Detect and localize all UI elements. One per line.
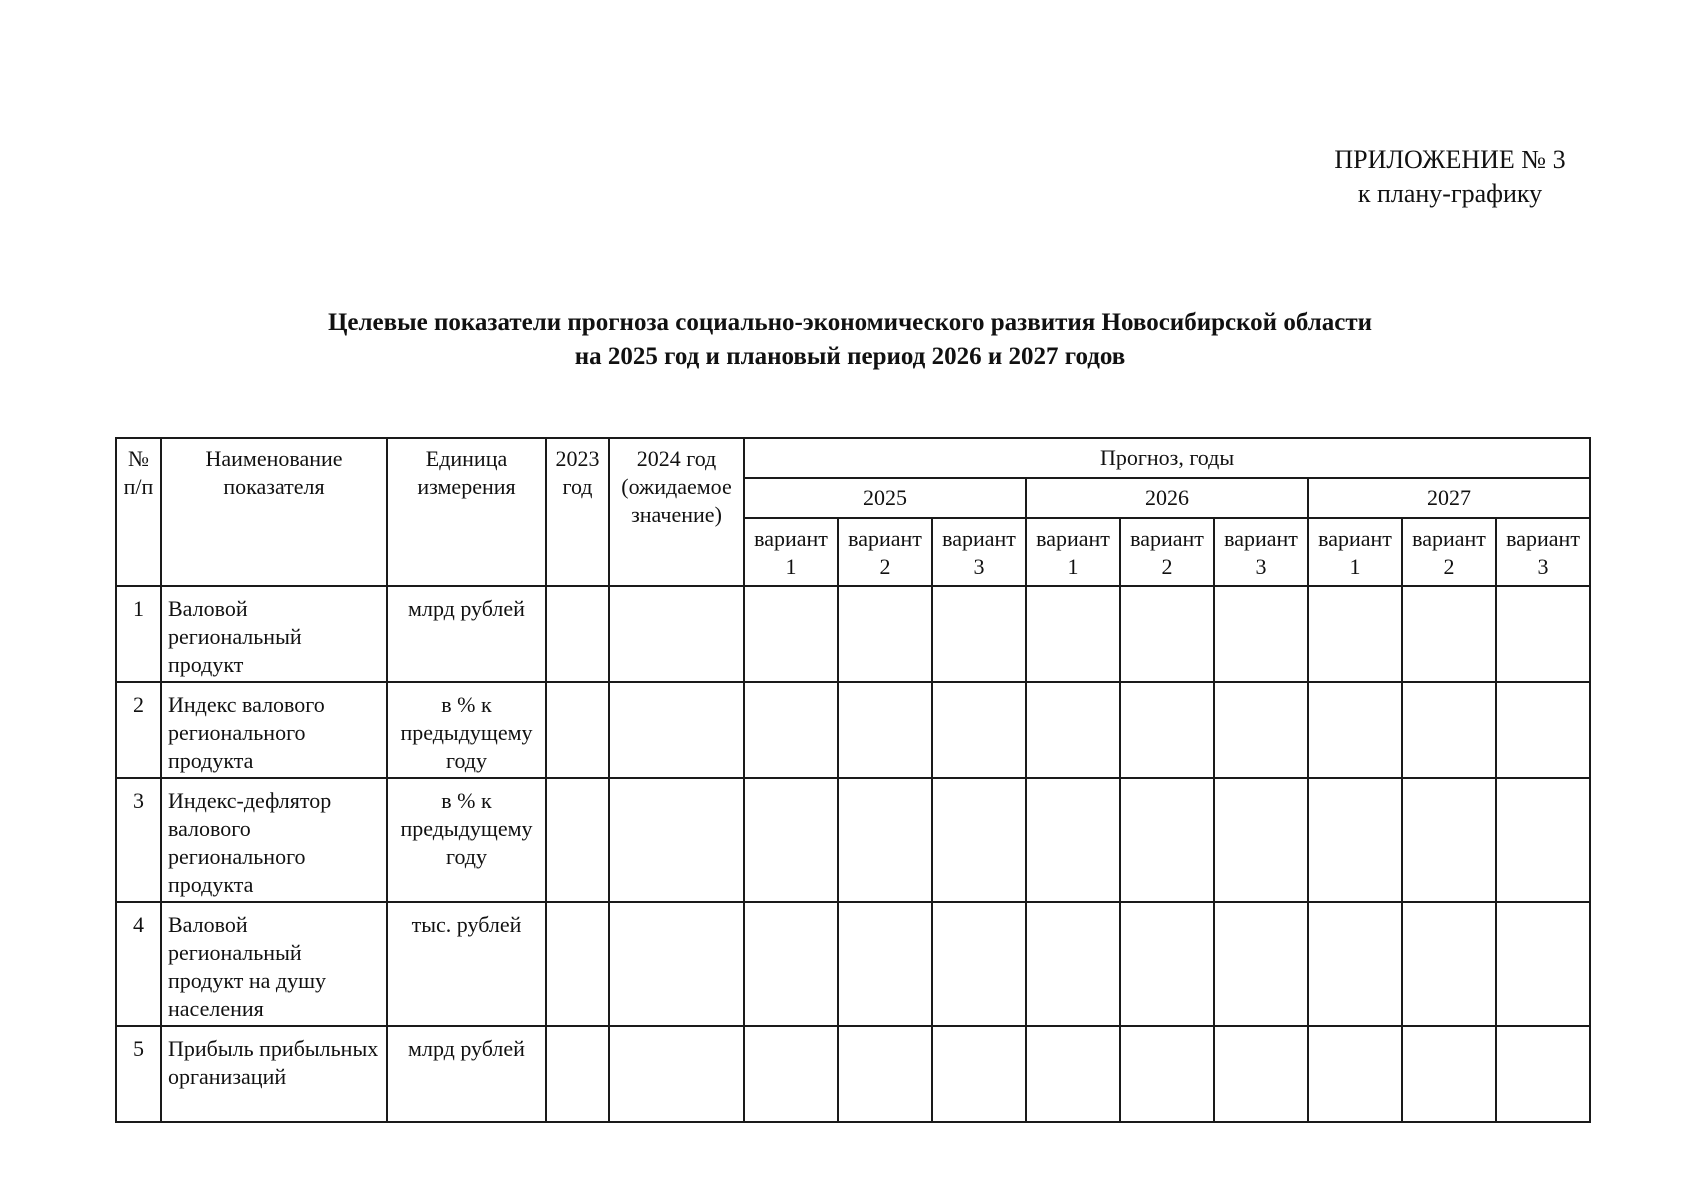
forecast-value-cell — [1496, 1026, 1590, 1122]
variant-number: 3 — [973, 554, 985, 579]
variant-label: вариант — [848, 526, 922, 551]
value-2023-cell — [546, 586, 609, 682]
value-2024-cell — [609, 1026, 744, 1122]
header-name-line: Наименование — [205, 446, 343, 471]
header-num-line: п/п — [123, 474, 154, 499]
variant-number: 1 — [785, 554, 797, 579]
forecast-value-cell — [1026, 1026, 1120, 1122]
unit-of-measure — [387, 682, 546, 778]
indicator-name: Прибыль прибыльных организаций — [161, 1026, 387, 1122]
indicator-name: Индекс валового регионального продукта — [161, 682, 387, 778]
header-variant — [838, 518, 932, 586]
forecast-value-cell — [932, 586, 1026, 682]
forecast-value-cell — [1026, 586, 1120, 682]
value-2023-cell — [546, 902, 609, 1026]
forecast-value-cell — [1308, 902, 1402, 1026]
appendix-reference: к плану-графику — [1357, 179, 1543, 208]
forecast-value-cell — [744, 778, 838, 902]
header-year-2027: 2027 — [1308, 478, 1590, 518]
header-2024 — [609, 438, 744, 586]
header-num-line: № — [128, 446, 149, 471]
forecast-value-cell — [1308, 778, 1402, 902]
forecast-value-cell — [1120, 586, 1214, 682]
value-2024-cell — [609, 586, 744, 682]
row-number: 1 — [116, 586, 161, 682]
header-name-line: показателя — [223, 474, 325, 499]
forecast-value-cell — [932, 682, 1026, 778]
row-number: 2 — [116, 682, 161, 778]
unit-line: предыдущему — [400, 816, 533, 841]
variant-label: вариант — [1412, 526, 1486, 551]
unit-line: в % к — [441, 788, 492, 813]
forecast-value-cell — [1120, 902, 1214, 1026]
forecast-value-cell — [1496, 778, 1590, 902]
forecast-value-cell — [932, 778, 1026, 902]
table-body — [116, 586, 1590, 1122]
forecast-value-cell — [1214, 1026, 1308, 1122]
variant-label: вариант — [1506, 526, 1580, 551]
unit-of-measure — [387, 778, 546, 902]
forecast-value-cell — [744, 1026, 838, 1122]
forecast-value-cell — [1308, 1026, 1402, 1122]
header-2024-line: 2024 год — [636, 446, 717, 471]
indicator-name: Валовой региональный продукт — [161, 586, 387, 682]
value-2024-cell — [609, 902, 744, 1026]
forecast-value-cell — [1214, 902, 1308, 1026]
unit-line: млрд рублей — [408, 596, 525, 621]
value-2023-cell — [546, 778, 609, 902]
forecast-value-cell — [838, 682, 932, 778]
header-variant — [932, 518, 1026, 586]
header-variant — [1120, 518, 1214, 586]
forecast-value-cell — [1402, 902, 1496, 1026]
unit-of-measure — [387, 902, 546, 1026]
forecast-value-cell — [1402, 586, 1496, 682]
variant-label: вариант — [1318, 526, 1392, 551]
table-row — [116, 682, 1590, 778]
unit-of-measure — [387, 1026, 546, 1122]
value-2023-cell — [546, 1026, 609, 1122]
header-variant — [1402, 518, 1496, 586]
indicator-name: Валовой региональный продукт на душу населения — [161, 902, 387, 1026]
indicator-name: Индекс-дефлятор валового регионального продукта — [161, 778, 387, 902]
forecast-value-cell — [1402, 682, 1496, 778]
forecast-value-cell — [1120, 682, 1214, 778]
row-number: 5 — [116, 1026, 161, 1122]
forecast-value-cell — [1026, 682, 1120, 778]
header-indicator-name — [161, 438, 387, 586]
header-unit — [387, 438, 546, 586]
header-unit-line: измерения — [417, 474, 516, 499]
header-2023-line: год — [562, 474, 593, 499]
forecast-value-cell — [838, 902, 932, 1026]
header-2024-line: значение) — [631, 502, 722, 527]
value-2024-cell — [609, 682, 744, 778]
unit-line: в % к — [441, 692, 492, 717]
appendix-number: ПРИЛОЖЕНИЕ № 3 — [1334, 145, 1566, 174]
variant-label: вариант — [1224, 526, 1298, 551]
forecast-value-cell — [1026, 902, 1120, 1026]
header-variant — [1214, 518, 1308, 586]
variant-label: вариант — [754, 526, 828, 551]
table-row — [116, 586, 1590, 682]
forecast-value-cell — [1120, 1026, 1214, 1122]
variant-label: вариант — [942, 526, 1016, 551]
forecast-value-cell — [744, 902, 838, 1026]
variant-number: 1 — [1349, 554, 1361, 579]
forecast-value-cell — [1496, 902, 1590, 1026]
row-number: 3 — [116, 778, 161, 902]
table-row — [116, 1026, 1590, 1122]
variant-number: 2 — [879, 554, 891, 579]
forecast-value-cell — [1120, 778, 1214, 902]
table-row — [116, 902, 1590, 1026]
variant-number: 3 — [1537, 554, 1549, 579]
header-year-2025: 2025 — [744, 478, 1026, 518]
forecast-value-cell — [1214, 778, 1308, 902]
indicators-table — [115, 437, 1591, 1123]
header-2024-line: (ожидаемое — [621, 474, 732, 499]
value-2024-cell — [609, 778, 744, 902]
variant-number: 2 — [1161, 554, 1173, 579]
header-variant — [1026, 518, 1120, 586]
header-2023-line: 2023 — [555, 446, 600, 471]
value-2023-cell — [546, 682, 609, 778]
header-variant — [1308, 518, 1402, 586]
document-title — [150, 306, 1550, 374]
forecast-value-cell — [1496, 682, 1590, 778]
header-2023 — [546, 438, 609, 586]
forecast-value-cell — [744, 586, 838, 682]
variant-number: 2 — [1443, 554, 1455, 579]
forecast-value-cell — [1308, 682, 1402, 778]
unit-line: предыдущему — [400, 720, 533, 745]
forecast-value-cell — [838, 1026, 932, 1122]
forecast-value-cell — [744, 682, 838, 778]
header-num — [116, 438, 161, 586]
unit-line: млрд рублей — [408, 1036, 525, 1061]
title-line-1: Целевые показатели прогноза социально-экономического развития Новосибирской области — [327, 309, 1373, 336]
unit-line: тыс. рублей — [411, 912, 522, 937]
forecast-value-cell — [1026, 778, 1120, 902]
header-unit-line: Единица — [425, 446, 508, 471]
forecast-value-cell — [1402, 1026, 1496, 1122]
forecast-value-cell — [838, 778, 932, 902]
forecast-value-cell — [1402, 778, 1496, 902]
table-row — [116, 778, 1590, 902]
forecast-value-cell — [932, 1026, 1026, 1122]
header-variant — [744, 518, 838, 586]
variant-label: вариант — [1130, 526, 1204, 551]
unit-of-measure — [387, 586, 546, 682]
appendix-label — [1300, 143, 1600, 211]
unit-line: году — [445, 844, 488, 869]
row-number: 4 — [116, 902, 161, 1026]
unit-line: году — [445, 748, 488, 773]
forecast-value-cell — [1214, 682, 1308, 778]
forecast-value-cell — [1214, 586, 1308, 682]
header-forecast: Прогноз, годы — [744, 438, 1590, 478]
forecast-value-cell — [932, 902, 1026, 1026]
header-variant — [1496, 518, 1590, 586]
forecast-value-cell — [838, 586, 932, 682]
forecast-value-cell — [1308, 586, 1402, 682]
title-line-2: на 2025 год и плановый период 2026 и 2027 годов — [574, 343, 1126, 370]
forecast-value-cell — [1496, 586, 1590, 682]
variant-label: вариант — [1036, 526, 1110, 551]
variant-number: 3 — [1255, 554, 1267, 579]
header-year-2026: 2026 — [1026, 478, 1308, 518]
variant-number: 1 — [1067, 554, 1079, 579]
